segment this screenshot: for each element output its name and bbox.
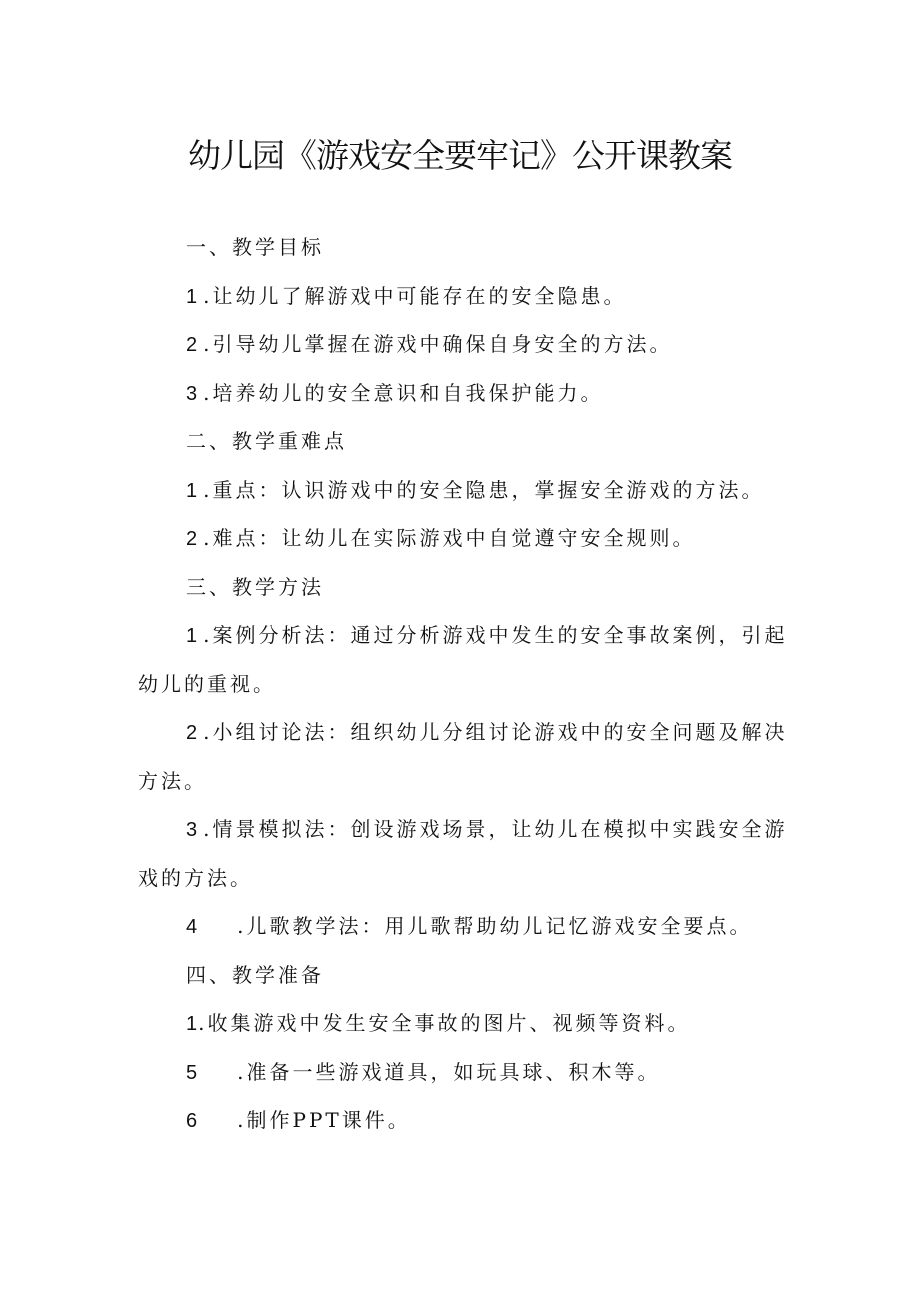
item-text: .案例分析法：通过分析游戏中发生的安全事故案例，引起 — [203, 623, 788, 647]
section-heading: 一、教学目标 — [186, 235, 324, 259]
list-item — [186, 523, 695, 554]
item-text: .重点：认识游戏中的安全隐患，掌握安全游戏的方法。 — [203, 478, 765, 502]
item-number: 4 — [186, 916, 204, 938]
item-number: 1 — [186, 480, 204, 502]
list-item-continuation: 幼儿的重视。 — [138, 672, 276, 696]
item-number: 5 — [186, 1062, 204, 1084]
list-item — [186, 911, 752, 942]
list-item — [186, 329, 672, 360]
list-item — [186, 378, 603, 409]
item-text: .引导幼儿掌握在游戏中确保自身安全的方法。 — [203, 332, 673, 356]
list-item-continuation: 方法。 — [138, 769, 207, 793]
section-heading: 二、教学重难点 — [186, 429, 347, 453]
list-item — [186, 814, 787, 845]
item-text: .让幼儿了解游戏中可能存在的安全隐患。 — [203, 284, 627, 308]
item-text: .小组讨论法：组织幼儿分组讨论游戏中的安全问题及解决 — [203, 720, 788, 744]
item-text: .难点：让幼儿在实际游戏中自觉遵守安全规则。 — [203, 526, 696, 550]
list-item — [186, 1057, 660, 1088]
item-number: 3 — [186, 383, 204, 405]
item-number: 1 — [186, 625, 204, 647]
section-heading: 三、教学方法 — [186, 575, 324, 599]
document-title: 幼儿园《游戏安全要牢记》公开课教案 — [188, 136, 732, 175]
list-item — [186, 620, 787, 651]
item-number: 3 — [186, 819, 204, 841]
list-item — [186, 1008, 690, 1039]
item-text: .制作PPT课件。 — [237, 1108, 411, 1132]
item-number: 2 — [186, 722, 204, 744]
list-item-continuation: 戏的方法。 — [138, 866, 253, 890]
list-item — [186, 1105, 411, 1136]
item-text: .培养幼儿的安全意识和自我保护能力。 — [203, 381, 604, 405]
item-number: 6 — [186, 1110, 204, 1132]
list-item — [186, 475, 764, 506]
item-number: 1 — [186, 286, 204, 308]
item-text: .情景模拟法：创设游戏场景，让幼儿在模拟中实践安全游 — [203, 817, 788, 841]
list-item — [186, 281, 626, 312]
list-item — [186, 717, 787, 748]
item-number: 1 — [186, 1013, 199, 1035]
item-number: 2 — [186, 528, 204, 550]
section-heading: 四、教学准备 — [186, 963, 324, 987]
item-text: .准备一些游戏道具，如玩具球、积木等。 — [237, 1060, 661, 1084]
item-text: .儿歌教学法：用儿歌帮助幼儿记忆游戏安全要点。 — [237, 914, 753, 938]
item-text: .收集游戏中发生安全事故的图片、视频等资料。 — [198, 1011, 691, 1035]
item-number: 2 — [186, 334, 204, 356]
